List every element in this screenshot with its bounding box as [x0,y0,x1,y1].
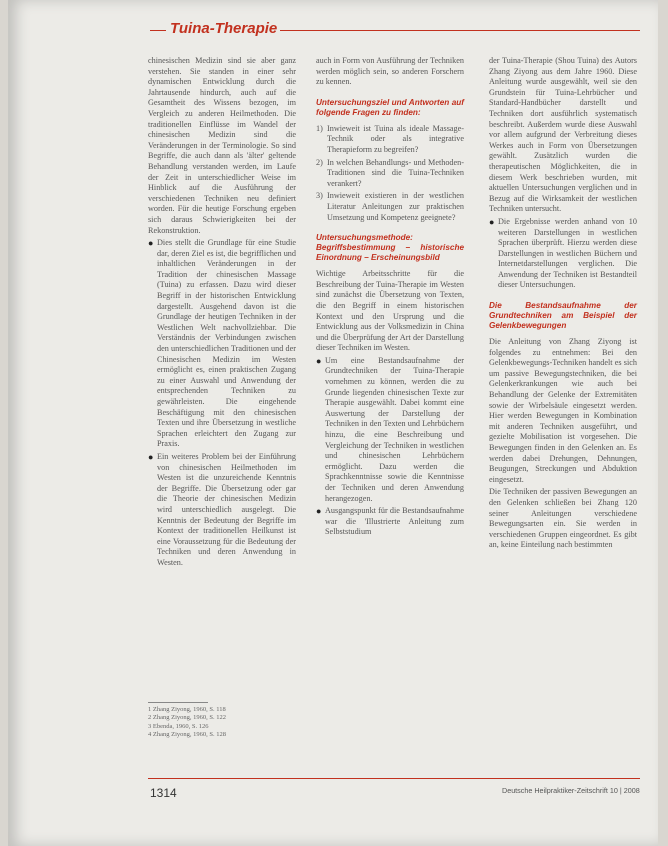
item-number: 3) [316,191,323,201]
bullet-text: Ein weiteres Problem bei der Einführung von chinesischen Heilmethoden im Westen ist die unzureichende Kenntnis der Begriffe. Die Übersetzung oder gar die Theorie der chinesischen Medizin wird unterschiedlich ausgelegt. Die Kenntnis der Bedeutung der Begriffe im Kontext der traditionellen Heilkunst ist eine Voraussetzung für die Bedeutung der Techniken und deren Anwendung in Westen. [157,451,296,567]
numbered-item [316,124,464,156]
paragraph: Wichtige Arbeitsschritte für die Beschreibung der Tuina-Therapie im Westen sind zunächst die Übersetzung von Texten, die den Begriff in einem historischen Kontext und den Ursprung und die Entwicklung aus der Volksmedizin in China und die Überprüfung der Art der Darstellung dieser Techniken im Westen. [316,269,464,353]
paragraph: auch in Form von Ausführung der Techniken werden möglich sein, so anderen Forschern zu kennen. [316,56,464,87]
header-rule-left [150,30,166,31]
item-number: 1) [316,123,323,133]
item-number: 2) [316,157,323,167]
section-heading: Untersuchungsmethode: Begriffsbestimmung – historische Einordnung – Erscheinungsbild [316,233,464,263]
section-heading: Untersuchungsziel und Antworten auf folgende Fragen zu finden: [316,97,464,117]
footnote: 4 Zhang Ziyong, 1960, S. 128 [148,731,226,739]
footnote: 2 Zhang Ziyong, 1960, S. 122 [148,714,226,722]
item-text: In welchen Behandlungs- und Methoden-Traditionen sind die Tuina-Techniken verankert? [327,157,464,188]
text-column-1 [148,56,296,571]
paragraph: Die Techniken der passiven Bewegungen an den Gelenken schließen bei Zhang 120 seiner Anleitungen verschiedene Bewegungsarten ein. Sie werden in verschiedenen Gruppen eingeordnet. Es gibt an, keine Einteilung nach bestimmten [489,487,637,550]
bullet-text: Die Ergebnisse werden anhand von 10 weiteren Darstellungen in westlichen Sprachen überprüft. Hierzu werden diese Darstellungen in westlichen Büchern und Internetdarstellungen verglichen. Die Anwendung der Techniken ist Bestandteil dieser Untersuchungen. [498,216,637,290]
journal-reference: Deutsche Heilpraktiker-Zeitschrift 10 | 2008 [502,786,640,795]
bullet-item [489,217,637,291]
bullet-icon: ● [148,238,154,249]
bullet-text: Um eine Bestandsaufnahme der Grundtechniken der Tuina-Therapie vornehmen zu können, werden die zu Grunde liegenden chinesischen Texte zur Therapie ausgewählt. Dabei kommt eine Auswertung der Darstellung der Techniken in den Texten und Lehrbüchern hinzu, die eine Beschreibung und Vergleichung der Techniken in westlichen und chinesischen Lehrbüchern ermöglicht. Dazu werden die Sprachkenntnisse sowie die Kenntnisse der Techniken und deren Anwendung herangezogen. [325,355,464,503]
bullet-icon: ● [316,355,322,366]
running-header [150,20,640,40]
bullet-item [316,506,464,538]
section-title: Tuina-Therapie [170,20,278,37]
footnote: 3 Ebenda, 1960, S. 126 [148,722,209,730]
page-number: 1314 [150,786,177,800]
numbered-item [316,158,464,190]
paragraph: chinesischen Medizin sind sie aber ganz verstehen. Sie standen in einer sehr dynamischen Entwicklung durch die Jahrtausende hindurch, auch auf die Gesamtheit des Wissens bezogen, im Vergleich zu anderen Heilmethoden. Die traditionellen Einflüsse im Wandel der chinesischen Medizin sind die Veränderungen in der Terminologie. So sind Begriffe, die auch dann als 'älter' geltende Behandlung verstanden werden, im Laufe der Zeit in unterschiedlicher Weise im Hinblick auf die Ausführung der verschiedenen Techniken neu definiert worden. Für die heutige Forschung ergeben sich daraus Schwierigkeiten bei der Rekonstruktion. [148,56,296,235]
footnote: 1 Zhang Ziyong, 1960, S. 118 [148,706,226,713]
bullet-icon: ● [489,216,495,227]
numbered-item [316,191,464,223]
header-rule-right [280,30,640,31]
item-text: Inwieweit ist Tuina als ideale Massage-Technik oder als integrative Therapieform zu begreifen? [327,123,464,154]
footnote-rule [148,702,208,703]
bullet-text: Dies stellt die Grundlage für eine Studie dar, deren Ziel es ist, die begrifflichen und inhaltlichen Veränderungen in der Tradition der chinesischen Massage (Tuina) zu erfassen. Dazu wird dieser Begriff in der historischen Entwicklung dargestellt. Ausgehend davon ist die Grundlage der heutigen Techniken in der Westlichen Welt nachvollziehbar. Die Verständnis der Verbindungen zwischen den unterschiedlichen Traditionen und der Chinesischen Medizin im Westen ermöglicht es, einen praktischen Zugang zu einer Auswahl und Anwendung der entsprechenden Techniken zu gewährleisten. Die eingehende Beschäftigung mit den chinesischen Texten und ihre Übersetzung in westliche Sprachen erleichtert den Zugang zur Praxis. [157,238,296,449]
bullet-icon: ● [316,506,322,517]
footnotes [148,702,296,740]
text-column-2 [316,56,464,540]
item-text: Inwieweit existieren in der westlichen Literatur Anleitungen zur praktischen Umsetzung und Kompetenz geeignete? [327,191,464,222]
footer-rule [148,778,640,779]
text-column-3 [489,56,637,553]
paragraph: der Tuina-Therapie (Shou Tuina) des Autors Zhang Ziyong aus dem Jahre 1960. Diese Anleitung wurde ausgewählt, weil sie den Grundstein für Tuina-Lehrbücher und Standard-Handbücher darstellt und Techniken dort ausführlich systematisch beschreibt. Außerdem wurde diese Auswahl vor allem aufgrund der Verbreitung dieses Werkes auch in Form von Übersetzungen gewählt. Zusätzlich wurden die therapeutischen Möglichkeiten, die in diesem Werk beschrieben wurden, mit aktuellen Untersuchungen verglichen und in Bezug auf die Wirksamkeit der westlichen Techniken untersucht. [489,56,637,214]
bullet-icon: ● [148,451,154,462]
paragraph: Die Anleitung von Zhang Ziyong ist folgendes zu entnehmen: Bei den Gelenkbewegungs-Techniken handelt es sich um passive Bewegungstechniken, die bei Gelenkerkrankungen wie auch bei Behandlung der Gelenke der Extremitäten sowie der Wirbelsäule eingesetzt werden. Hier werden Bewegungen in Kombination mit anderen Techniken ausgeführt, und gezielte Mobilisation ist vorgesehen. Die Bewegungen finden in den Gelenken an. Es werden dabei Drehungen, Dehnungen, Beugungen, Streckungen und Abduktion eingesetzt. [489,337,637,484]
bullet-item [148,238,296,450]
bullet-item [316,356,464,504]
bullet-item [148,452,296,569]
section-heading: Die Bestandsaufnahme der Grundtechniken am Beispiel der Gelenkbewegungen [489,301,637,331]
bullet-text: Ausgangspunkt für die Bestandsaufnahme war die 'Illustrierte Anleitung zum Selbststudium [325,506,464,537]
